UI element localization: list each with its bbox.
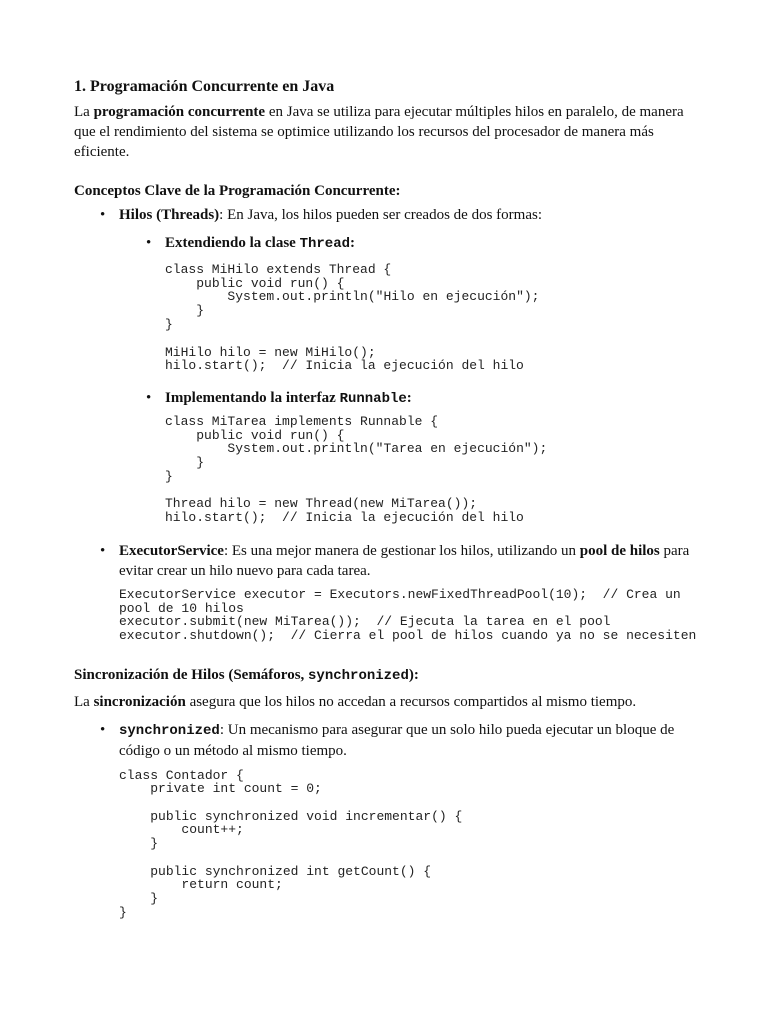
sync-intro-pre: La <box>74 693 94 710</box>
sync-heading-post: ): <box>408 666 419 683</box>
bullet: • <box>100 542 106 559</box>
threads-text: : En Java, los hilos pueden ser creados de dos formas: <box>219 207 542 223</box>
sync-intro-bold: sincronización <box>93 693 186 710</box>
intro-post: en Java se utiliza para ejecutar múltiples hilos en paralelo, de manera que el rendimiento del sistema se optimice utilizando los recursos del procesador de manera más eficiente. <box>74 104 684 160</box>
list-item-implement-runnable <box>74 388 702 409</box>
extend-label <box>165 235 355 251</box>
executor-text-post: para evitar crear un hilo nuevo para cada tarea. <box>119 542 690 579</box>
code-block-mihilo-start: MiHilo hilo = new MiHilo(); hilo.start(); // Inicia la ejecución del hilo <box>165 344 524 374</box>
bullet: • <box>100 721 106 738</box>
list-item-executor <box>74 541 702 581</box>
intro-paragraph <box>74 102 702 162</box>
list-item-synchronized <box>74 720 702 761</box>
implement-label-code: Runnable <box>339 390 407 407</box>
executor-text-pre: : Es una mejor manera de gestionar los hilos, utilizando un <box>223 542 580 559</box>
list-item-extend-thread <box>74 233 702 254</box>
implement-label-pre: Implementando la interfaz <box>165 389 340 406</box>
sync-heading-pre: Sincronización de Hilos (Semáforos, <box>74 666 309 683</box>
extend-label-pre: Extendiendo la clase <box>165 235 300 251</box>
synchronized-text: : Un mecanismo para asegurar que un solo hilo pueda ejecutar un bloque de código o un método al mismo tiempo. <box>119 721 675 759</box>
executor-text-bold: pool de hilos <box>579 542 660 559</box>
bullet: • <box>146 389 152 406</box>
sync-heading-code: synchronized <box>308 667 409 684</box>
code-block-executor: ExecutorService executor = Executors.newFixedThreadPool(10); // Crea un pool de 10 hilos executor.submit(new MiTarea()); // Ejecuta la tarea en el pool executor.shutdown(); // Cierra el pool de hilos cuando ya no se necesiten <box>119 586 697 643</box>
sincronizacion-heading <box>74 665 702 686</box>
list-item-threads <box>74 205 702 225</box>
synchronized-label: synchronized <box>119 722 220 739</box>
conceptos-heading: Conceptos Clave de la Programación Concurrente: <box>74 183 401 199</box>
document-page <box>74 76 702 919</box>
code-block-mitarea-class: class MiTarea implements Runnable { public void run() { System.out.println("Tarea en ejecución"); } } <box>165 413 548 484</box>
section-title: 1. Programación Concurrente en Java <box>74 78 335 95</box>
executor-label: ExecutorService <box>119 542 224 559</box>
implement-label <box>165 390 412 406</box>
intro-pre: La <box>74 104 94 120</box>
extend-label-post: : <box>350 235 356 251</box>
threads-label: Hilos (Threads) <box>119 207 220 223</box>
bullet: • <box>146 235 152 251</box>
bullet: • <box>100 207 106 223</box>
sync-intro-post: asegura que los hilos no accedan a recursos compartidos al mismo tiempo. <box>185 693 637 710</box>
implement-label-post: : <box>406 389 412 406</box>
code-block-contador: class Contador { private int count = 0; public synchronized void incrementar() { count++; } public synchronized int getCount() { return count; } } <box>119 767 463 920</box>
intro-bold: programación concurrente <box>93 104 266 120</box>
extend-label-code: Thread <box>299 236 351 252</box>
code-block-mitarea-start: Thread hilo = new Thread(new MiTarea()); hilo.start(); // Inicia la ejecución del hilo <box>165 496 524 526</box>
sincronizacion-intro <box>74 692 702 712</box>
code-block-mihilo-class: class MiHilo extends Thread { public void run() { System.out.println("Hilo en ejecución"); } } <box>165 262 540 332</box>
